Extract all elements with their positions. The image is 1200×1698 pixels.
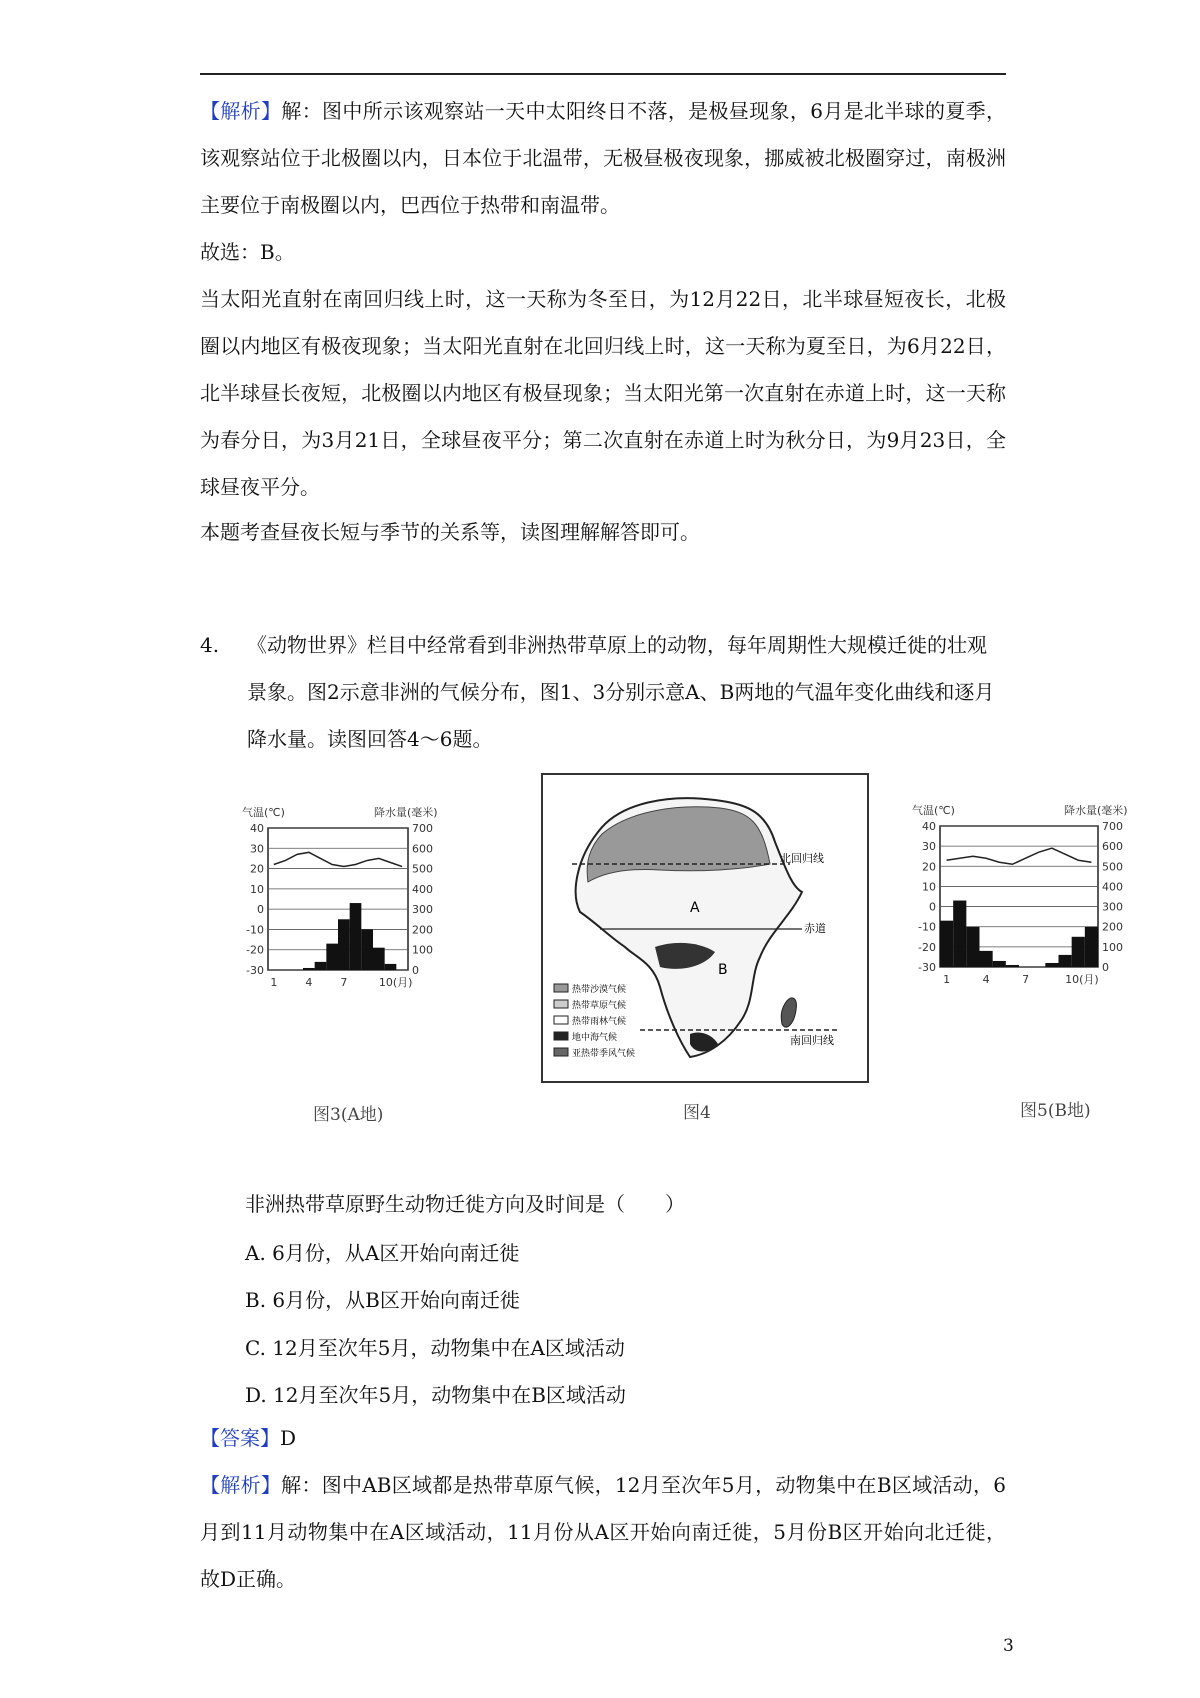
figure-caption-b: 图5(B地)	[1020, 1101, 1091, 1121]
y-left-tick: 20	[250, 862, 264, 876]
y-right-tick: 200	[1102, 920, 1123, 934]
temperature-line	[947, 848, 1092, 864]
precip-bar	[980, 951, 993, 967]
answer-value: D	[280, 1426, 297, 1450]
y-left-tick: 20	[922, 860, 936, 874]
y-right-tick: 100	[1102, 940, 1123, 954]
y-left-tick: 0	[929, 900, 936, 914]
y-right-label: 降水量(毫米)	[1064, 804, 1128, 817]
precip-bar	[361, 929, 373, 970]
y-left-tick: 10	[922, 880, 936, 894]
y-left-tick: -20	[246, 943, 264, 957]
x-tick: 7	[1022, 973, 1030, 986]
answer-line	[200, 1415, 1006, 1462]
y-right-tick: 600	[1102, 840, 1123, 854]
choose-line: 故选：B。	[200, 240, 295, 264]
question-stem: 《动物世界》栏目中经常看到非洲热带草原上的动物，每年周期性大规模迁徙的壮观景象。图2示意非洲的气候分布，图1、3分别示意A、B两地的气温年变化曲线和逐月降水量。读图回答4～6题。	[247, 633, 995, 751]
y-right-tick: 400	[1102, 880, 1123, 894]
legend-item: 热带草原气候	[572, 1001, 627, 1011]
y-right-tick: 700	[1102, 820, 1123, 833]
y-left-tick: -30	[918, 961, 936, 974]
legend-item: 亚热带季风气候	[572, 1049, 636, 1059]
precip-bar	[953, 901, 966, 967]
y-left-label: 气温(℃)	[242, 806, 285, 819]
page-number: 3	[1003, 1636, 1014, 1656]
y-left-tick: 30	[250, 842, 264, 856]
precip-bar	[315, 962, 327, 970]
y-left-tick: -10	[918, 920, 936, 934]
climate-chart-a	[240, 790, 490, 1090]
y-left-label: 气温(℃)	[912, 804, 955, 817]
precip-bar	[303, 968, 315, 970]
question-number: 4.	[200, 633, 220, 657]
precip-bar	[1006, 965, 1019, 967]
label-b: B	[718, 962, 728, 978]
x-tick: 10(月)	[378, 976, 413, 989]
label-tropic-capricorn: 南回归线	[790, 1034, 834, 1047]
legend-item: 地中海气候	[572, 1033, 618, 1043]
precip-bar	[1045, 963, 1058, 967]
precip-bar	[385, 964, 397, 970]
analysis-paragraph-1	[200, 88, 1006, 229]
label-equator: 赤道	[804, 922, 826, 935]
precip-bar	[993, 961, 1006, 967]
temperature-line	[274, 852, 402, 866]
precip-bar	[350, 903, 362, 970]
label-tropic-cancer: 北回归线	[780, 852, 824, 865]
y-right-tick: 400	[412, 882, 433, 896]
explain-summary: 本题考查昼夜长短与季节的关系等，读图理解解答即可。	[200, 520, 700, 544]
y-right-tick: 200	[412, 923, 433, 937]
x-tick: 7	[340, 976, 348, 989]
option-a: A. 6月份，从A区开始向南迁徙	[245, 1241, 520, 1265]
africa-climate-map	[540, 772, 870, 1084]
x-tick: 1	[943, 973, 951, 986]
x-tick: 4	[982, 973, 990, 986]
figure-caption-a: 图3(A地)	[313, 1105, 384, 1125]
precip-bar	[326, 944, 338, 970]
y-right-tick: 0	[412, 964, 419, 977]
y-right-tick: 300	[1102, 900, 1123, 914]
precip-bar	[940, 921, 953, 967]
legend-item: 热带雨林气候	[572, 1017, 627, 1027]
y-right-tick: 700	[412, 822, 433, 835]
precip-bar	[1072, 937, 1085, 967]
y-right-tick: 300	[412, 903, 433, 917]
header-rule	[200, 73, 1006, 75]
y-right-tick: 100	[412, 943, 433, 957]
y-left-tick: 40	[922, 820, 936, 833]
analysis-text-2: 解：图中AB区域都是热带草原气候，12月至次年5月，动物集中在B区域活动，6月到11月动物集中在A区域活动，11月份从A区开始向南迁徙，5月份B区开始向北迁徙，故D正确。	[200, 1473, 1006, 1591]
legend-item: 热带沙漠气候	[572, 985, 627, 995]
y-left-tick: -20	[918, 940, 936, 954]
precip-bar	[373, 948, 385, 970]
x-tick: 1	[270, 976, 278, 989]
y-left-tick: 0	[257, 903, 264, 917]
explain-paragraph: 当太阳光直射在南回归线上时，这一天称为冬至日，为12月22日，北半球昼短夜长，北极圈以内地区有极夜现象；当太阳光直射在北回归线上时，这一天称为夏至日，为6月22日，北半球昼长夜短，北极圈以内地区有极昼现象；当太阳光第一次直射在赤道上时，这一天称为春分日，为3月21日，全球昼夜平分；第二次直射在赤道上时为秋分日，为9月23日，全球昼夜平分。	[200, 287, 1006, 499]
precip-bar	[966, 927, 979, 967]
precip-bar	[1085, 927, 1098, 967]
analysis-tag-2: 【解析】	[200, 1473, 282, 1497]
figure-caption-map: 图4	[683, 1103, 711, 1123]
y-right-tick: 500	[412, 862, 433, 876]
analysis-text: 解：图中所示该观察站一天中太阳终日不落，是极昼现象，6月是北半球的夏季，该观察站位于北极圈以内，日本位于北温带，无极昼极夜现象，挪威被北极圈穿过，南极洲主要位于南极圈以内，巴西位于热带和南温带。	[200, 99, 1007, 217]
x-tick: 10(月)	[1065, 973, 1099, 986]
y-right-label: 降水量(毫米)	[374, 806, 438, 819]
option-d: D. 12月至次年5月，动物集中在B区域活动	[245, 1383, 626, 1407]
analysis-paragraph-2	[200, 1462, 1006, 1603]
climate-chart-b	[910, 792, 1190, 1092]
analysis-tag: 【解析】	[200, 99, 282, 123]
y-left-tick: 30	[922, 840, 936, 854]
y-left-tick: 40	[250, 822, 264, 835]
y-left-tick: 10	[250, 882, 264, 896]
precip-bar	[338, 919, 350, 970]
label-a: A	[690, 900, 700, 916]
x-tick: 4	[305, 976, 313, 989]
sub-question: 非洲热带草原野生动物迁徙方向及时间是（ ）	[245, 1192, 685, 1216]
y-right-tick: 500	[1102, 860, 1123, 874]
y-left-tick: -30	[246, 964, 264, 977]
y-right-tick: 0	[1102, 961, 1109, 974]
option-c: C. 12月至次年5月，动物集中在A区域活动	[245, 1336, 625, 1360]
question-4	[200, 622, 1006, 763]
y-right-tick: 600	[412, 842, 433, 856]
option-b: B. 6月份，从B区开始向南迁徙	[245, 1288, 520, 1312]
precip-bar	[1059, 955, 1072, 967]
y-left-tick: -10	[246, 923, 264, 937]
answer-tag: 【答案】	[200, 1426, 280, 1450]
